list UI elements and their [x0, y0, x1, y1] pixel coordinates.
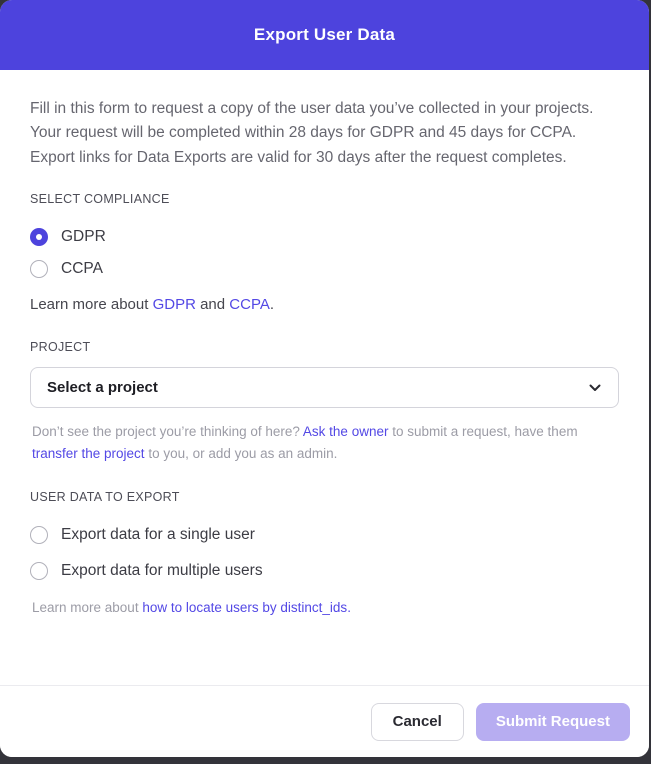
ask-the-owner-link[interactable]: Ask the owner — [302, 424, 389, 440]
learn-more-prefix: Learn more about — [30, 296, 153, 314]
compliance-learn-more — [30, 296, 619, 313]
modal-title: Export User Data — [253, 25, 396, 44]
single-user-radio-label: Export data for a single user — [61, 525, 255, 543]
distinct-ids-prefix: Learn more about — [32, 599, 143, 615]
project-section-label: PROJECT — [30, 340, 91, 355]
radio-option-gdpr[interactable] — [30, 228, 619, 246]
transfer-the-project-link[interactable]: transfer the project — [32, 445, 145, 461]
user-data-section-label: USER DATA TO EXPORT — [30, 489, 180, 504]
compliance-section-label: SELECT COMPLIANCE — [30, 192, 170, 207]
modal-body — [0, 70, 649, 685]
modal-footer — [0, 685, 649, 757]
radio-option-multiple-users[interactable] — [30, 562, 619, 580]
project-help-text — [32, 421, 619, 463]
multiple-users-radio-label: Export data for multiple users — [61, 561, 263, 579]
help-text-2: to submit a request, have them — [388, 424, 578, 440]
learn-more-middle: and — [195, 296, 230, 314]
distinct-ids-link[interactable]: how to locate users by distinct_ids — [142, 599, 348, 615]
project-select[interactable] — [30, 367, 619, 408]
modal-header — [0, 0, 649, 70]
submit-request-button[interactable]: Submit Request — [476, 703, 630, 741]
radio-option-ccpa[interactable] — [30, 260, 619, 278]
gdpr-radio-button[interactable] — [30, 228, 48, 246]
help-text-1: Don’t see the project you’re thinking of here? — [32, 424, 303, 440]
form-description: Fill in this form to request a copy of the user data you’ve collected in your projects. Your request will be completed within 28 days for GDPR and 45 days for CCPA. Export links for Data Exports are valid for 30 days after the request completes. — [30, 100, 594, 166]
project-select-value: Select a project — [47, 379, 158, 397]
learn-more-suffix: . — [269, 296, 275, 314]
distinct-ids-learn-more — [32, 600, 619, 615]
ccpa-radio-label: CCPA — [61, 260, 103, 278]
gdpr-radio-label: GDPR — [61, 228, 106, 246]
single-user-radio-button[interactable] — [30, 526, 48, 544]
chevron-down-icon — [588, 381, 602, 395]
cancel-button[interactable]: Cancel — [371, 703, 464, 741]
help-text-3: to you, or add you as an admin. — [144, 445, 338, 461]
radio-option-single-user[interactable] — [30, 526, 619, 544]
multiple-users-radio-button[interactable] — [30, 562, 48, 580]
distinct-ids-suffix: . — [347, 599, 351, 615]
ccpa-radio-button[interactable] — [30, 260, 48, 278]
ccpa-link[interactable]: CCPA — [229, 296, 270, 314]
gdpr-link[interactable]: GDPR — [152, 296, 196, 314]
